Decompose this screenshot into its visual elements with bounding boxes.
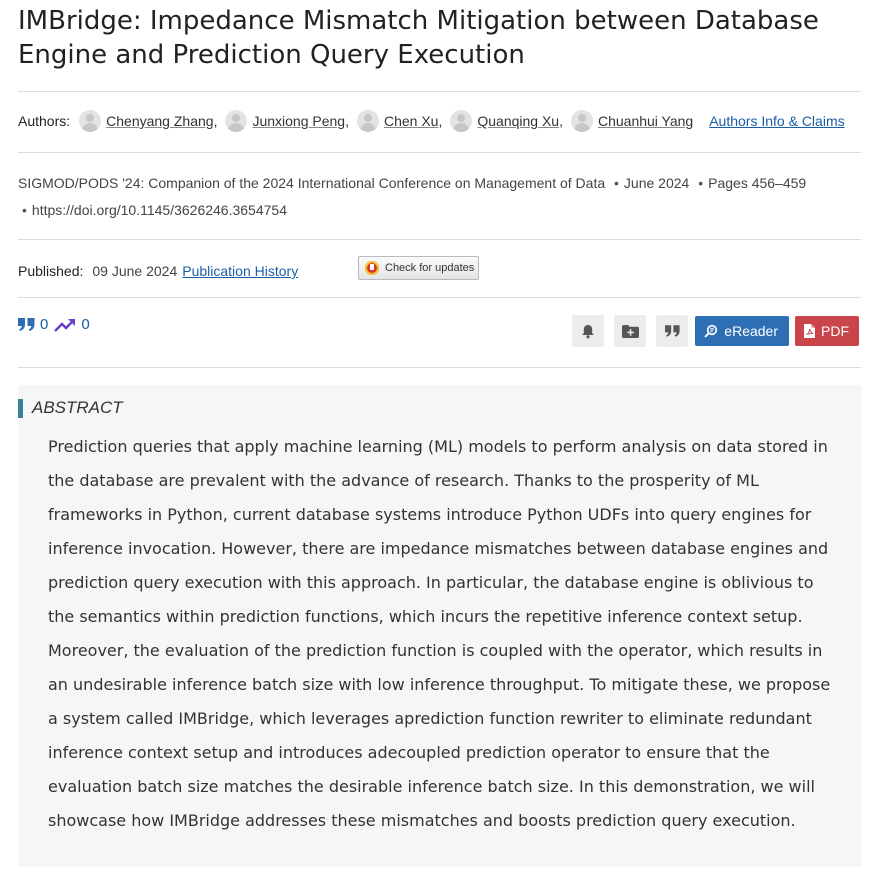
avatar: [571, 110, 593, 132]
ereader-icon: [704, 324, 718, 338]
publication-history-link[interactable]: Publication History: [182, 263, 299, 279]
pages: Pages 456–459: [708, 175, 807, 191]
divider: [18, 367, 861, 368]
metrics: [18, 316, 96, 333]
crossmark-icon: [365, 261, 379, 275]
author-separator: ,: [345, 113, 349, 129]
cite-button[interactable]: [656, 315, 688, 347]
trending-up-icon: [54, 318, 76, 332]
quote-icon: [665, 325, 680, 337]
citation-count-value: 0: [40, 316, 49, 333]
action-bar: [562, 315, 859, 347]
abstract-heading: ABSTRACT: [32, 398, 123, 417]
author-name[interactable]: Quanqing Xu: [477, 113, 560, 129]
check-for-updates-button[interactable]: [358, 256, 479, 280]
pdf-button[interactable]: [795, 316, 859, 346]
avatar: [79, 110, 101, 132]
author-separator: ,: [438, 113, 443, 129]
ereader-label: eReader: [724, 323, 778, 339]
alert-button[interactable]: [572, 315, 604, 347]
authors-info-link[interactable]: Authors Info & Claims: [709, 113, 845, 129]
author-separator: ,: [559, 113, 563, 129]
pdf-file-icon: [804, 324, 815, 338]
abstract-text: Prediction queries that apply machine learning (ML) models to perform analysis on data stored in the database are prevalent with the advance of research. Thanks to the prosperity of ML frameworks in Python, current database systems introduce Python UDFs into query engines for inference invocation. However, there are impedance mismatches between database engines and prediction query execution with this approach. In particular, the database engine is oblivious to the semantics within prediction functions, which incurs the repetitive inference context setup. Moreover, the evaluation of the prediction function is coupled with the operator, which results in an undesirable inference batch size with low inference throughput. To mitigate these, we propose a system called IMBridge, which leverages aprediction function rewriter to eliminate redundant inference context setup and introduces adecoupled prediction operator to ensure that the evaluation batch size matches the desirable inference batch size. In this demonstration, we will showcase how IMBridge addresses these mismatches and boosts prediction query execution.: [48, 437, 831, 830]
page-title: IMBridge: Impedance Mismatch Mitigation between Database Engine and Prediction Query Execution: [18, 6, 819, 70]
author-chenyang-zhang[interactable]: [79, 110, 221, 132]
add-to-binder-button[interactable]: [614, 315, 646, 347]
published-label: Published:: [18, 263, 84, 279]
published-date: 09 June 2024: [92, 263, 178, 279]
citation-count[interactable]: [18, 316, 48, 333]
divider: [18, 91, 861, 92]
bullet: •: [698, 175, 704, 191]
published-row: [18, 258, 298, 284]
quote-icon: [18, 318, 35, 331]
abstract-header: [18, 398, 123, 418]
abstract-section: [18, 385, 862, 867]
author-separator: ,: [213, 113, 218, 129]
avatar: [450, 110, 472, 132]
author-chuanhui-yang[interactable]: [571, 110, 697, 132]
pdf-label: PDF: [821, 323, 849, 339]
author-quanqing-xu[interactable]: [450, 110, 567, 132]
downloads-count-value: 0: [81, 316, 90, 333]
bell-icon: [581, 324, 595, 339]
doi-link[interactable]: https://doi.org/10.1145/3626246.3654754: [31, 202, 287, 218]
avatar: [225, 110, 247, 132]
authors-label: Authors:: [18, 113, 71, 129]
publication-date: June 2024: [623, 175, 690, 191]
venue[interactable]: SIGMOD/PODS '24: Companion of the 2024 International Conference on Management of Data: [18, 175, 606, 191]
abstract-accent-bar: [18, 399, 23, 418]
divider: [18, 297, 861, 298]
ereader-button[interactable]: [695, 316, 789, 346]
author-name[interactable]: Chenyang Zhang: [106, 113, 214, 129]
check-updates-label: Check for updates: [385, 262, 475, 274]
publication-info: [18, 170, 848, 224]
author-name[interactable]: Junxiong Peng: [252, 113, 346, 129]
author-name[interactable]: Chuanhui Yang: [597, 113, 694, 129]
bullet: •: [614, 175, 619, 191]
folder-add-icon: [622, 325, 639, 338]
bullet: •: [22, 202, 27, 218]
authors-row: [18, 108, 868, 134]
avatar: [357, 110, 379, 132]
author-junxiong-peng[interactable]: [225, 110, 353, 132]
divider: [18, 152, 861, 153]
downloads-count[interactable]: [54, 316, 89, 333]
author-name[interactable]: Chen Xu: [383, 113, 439, 129]
author-chen-xu[interactable]: [357, 110, 446, 132]
divider: [18, 239, 861, 240]
